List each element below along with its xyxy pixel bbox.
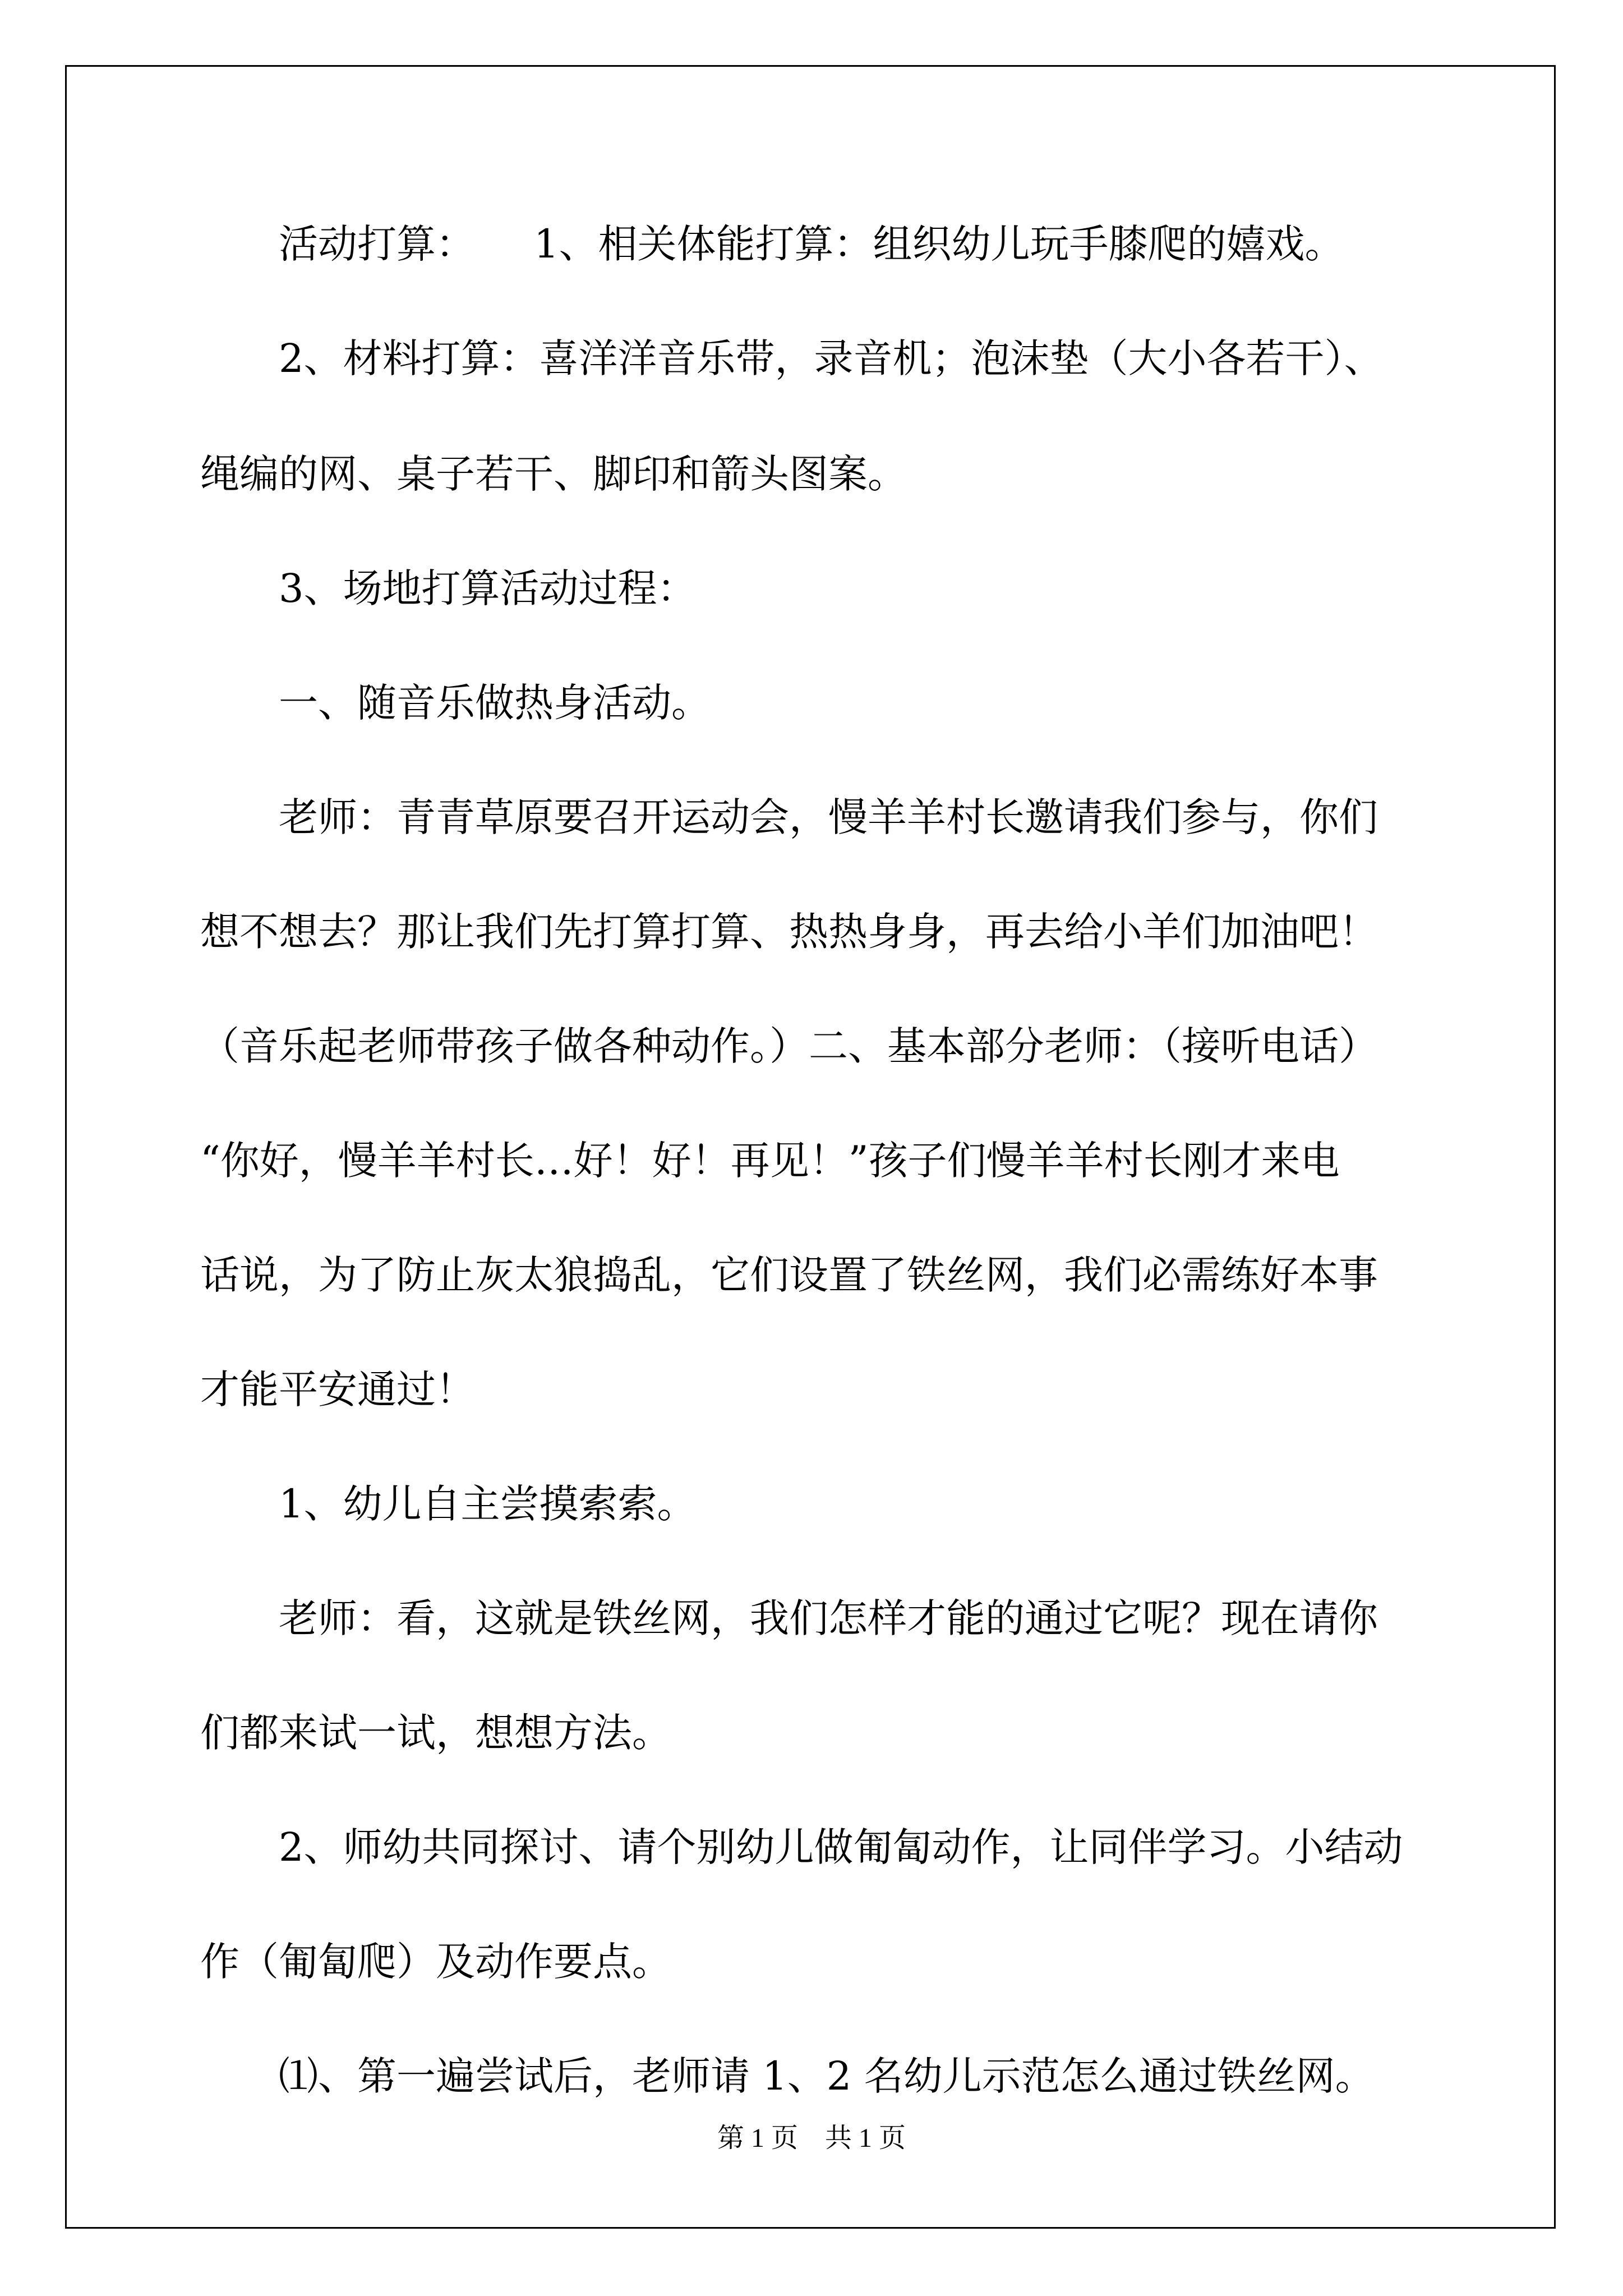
text-line-17: ⑴、第一遍尝试后，老师请 1、2 名幼儿示范怎么通过铁丝网。	[200, 2053, 1375, 2099]
text-line-12: 1、幼儿自主尝摸索索。	[200, 1481, 697, 1527]
page-number-current: 第 1 页	[717, 2123, 798, 2153]
text-line-5: 一、随音乐做热身活动。	[200, 680, 711, 726]
text-line-16: 作（匍匐爬）及动作要点。	[200, 1939, 671, 1985]
text-line-11: 才能平安通过！	[200, 1366, 475, 1412]
text-line-3: 绳编的网、桌子若干、脚印和箭头图案。	[200, 451, 907, 497]
text-line-15: 2、师幼共同探讨、请个别幼儿做匍匐动作，让同伴学习。小结动	[200, 1824, 1403, 1870]
text-line-1: 活动打算： 1、相关体能打算：组织幼儿玩手膝爬的嬉戏。	[200, 221, 1344, 267]
text-line-2: 2、材料打算：喜洋洋音乐带，录音机；泡沫垫（大小各若干）、	[200, 335, 1384, 381]
text-line-7: 想不想去？那让我们先打算打算、热热身身，再去给小羊们加油吧！	[200, 909, 1378, 955]
text-line-13: 老师：看，这就是铁丝网，我们怎样才能的通过它呢？现在请你	[200, 1595, 1378, 1641]
text-line-4: 3、场地打算活动过程：	[200, 565, 697, 611]
text-line-8: （音乐起老师带孩子做各种动作。）二、基本部分老师：（接听电话）	[200, 1023, 1378, 1069]
page-number-total: 共 1 页	[825, 2123, 906, 2153]
text-line-6: 老师：青青草原要召开运动会，慢羊羊村长邀请我们参与，你们	[200, 794, 1378, 840]
text-line-9: “你好，慢羊羊村长…好！好！再见！”孩子们慢羊羊村长刚才来电	[200, 1138, 1340, 1184]
text-line-14: 们都来试一试，想想方法。	[200, 1710, 671, 1756]
text-line-10: 话说，为了防止灰太狼捣乱，它们设置了铁丝网，我们必需练好本事	[200, 1252, 1378, 1298]
page-footer	[0, 2122, 1623, 2155]
